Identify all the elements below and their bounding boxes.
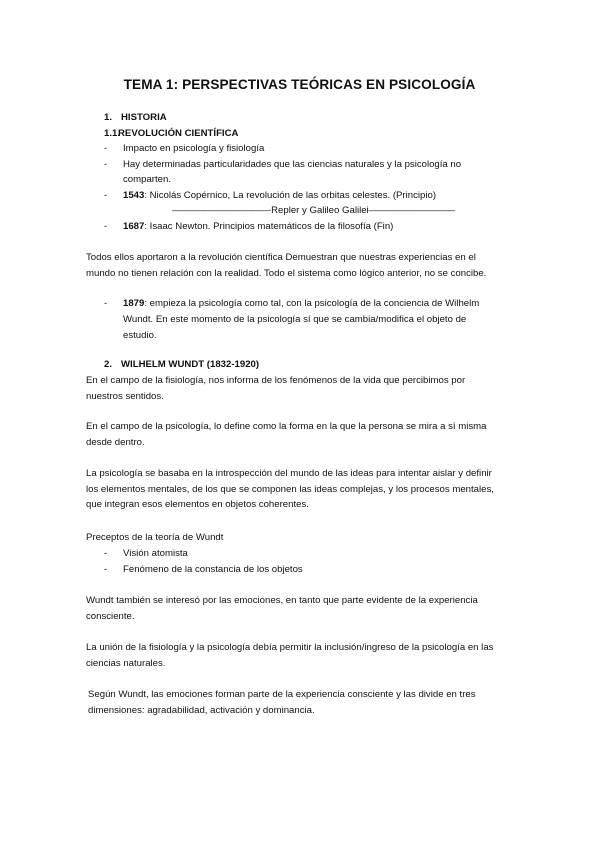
paragraph-line: En el campo de la psicología, lo define como la forma en la que la persona se mira a sí misma bbox=[86, 421, 487, 432]
paragraph bbox=[86, 593, 516, 624]
bullet-text: Visión atomista bbox=[123, 548, 188, 559]
bullet-dash: - bbox=[104, 221, 108, 232]
year-1687: 1687 bbox=[123, 221, 145, 232]
year-1879: 1879 bbox=[123, 298, 145, 309]
section-1-title: HISTORIA bbox=[121, 112, 167, 123]
paragraph-line: En el campo de la fisiología, nos informa de los fenómenos de la vida que percibimos por bbox=[86, 375, 466, 386]
paragraph-line: que integran esos elementos en objetos coherentes. bbox=[86, 499, 309, 510]
bullet-dash: - bbox=[104, 143, 108, 154]
paragraph-line: los elementos mentales, de los que se componen las ideas complejas, y los procesos mentales, bbox=[86, 483, 494, 495]
year-1543: 1543 bbox=[123, 190, 145, 201]
paragraph-line: Todos ellos aportaron a la revolución científica Demuestran que nuestras experiencias en el bbox=[86, 252, 476, 263]
paragraph-line: Según Wundt, las emociones forman parte de la experiencia consciente y las divide en tres bbox=[88, 689, 476, 700]
section-2-number: 2. bbox=[104, 359, 113, 370]
text-1543: : Nicolás Copérnico, La revolución de las orbitas celestes. (Principio) bbox=[144, 190, 437, 201]
bullet-text bbox=[123, 188, 436, 204]
bullet-text-continued: estudio. bbox=[123, 330, 157, 341]
paragraph-line: mundo no tienen relación con la realidad. Todo el sistema como lógico anterior, no se concibe. bbox=[86, 267, 487, 279]
paragraph-line: ciencias naturales. bbox=[86, 657, 166, 669]
paragraph bbox=[86, 640, 516, 671]
paragraph bbox=[86, 250, 516, 281]
section-1-heading bbox=[104, 110, 167, 126]
bullet-dash: - bbox=[104, 190, 108, 201]
paragraph-line: La unión de la fisiología y la psicología debía permitir la inclusión/ingreso de la psicología en las bbox=[86, 642, 494, 653]
bullet-text bbox=[123, 219, 393, 235]
repler-line: ——————————-Repler y Galileo Galilei————————— bbox=[171, 205, 456, 216]
bullet-text: Impacto en psicología y fisiología bbox=[123, 143, 265, 154]
paragraph-line: Wundt también se interesó por las emociones, en tanto que parte evidente de la experiencia bbox=[86, 595, 478, 606]
subsection-1-1-heading bbox=[104, 126, 238, 142]
bullet-dash: - bbox=[104, 159, 108, 170]
section-1-number: 1. bbox=[104, 112, 113, 123]
subsection-1-1-number: 1.1. bbox=[104, 128, 121, 139]
bullet-text-continued: comparten. bbox=[123, 174, 171, 185]
paragraph-line: nuestros sentidos. bbox=[86, 390, 164, 402]
subsection-1-1-title: REVOLUCIÓN CIENTÍFICA bbox=[118, 128, 239, 139]
paragraph bbox=[88, 687, 518, 718]
text-1687: : Isaac Newton. Principios matemáticos de la filosofía (Fin) bbox=[144, 221, 394, 232]
paragraph bbox=[86, 373, 516, 404]
bullet-text: Hay determinadas particularidades que las ciencias naturales y la psicología no bbox=[123, 159, 462, 170]
paragraph bbox=[86, 419, 516, 450]
paragraph-line: desde dentro. bbox=[86, 436, 145, 448]
section-2-title: WILHELM WUNDT (1832-1920) bbox=[121, 359, 260, 370]
bullet-dash: - bbox=[104, 564, 108, 575]
section-2-heading bbox=[104, 357, 259, 373]
bullet-dash: - bbox=[104, 548, 108, 559]
page-title: TEMA 1: PERSPECTIVAS TEÓRICAS EN PSICOLOGÍA bbox=[123, 77, 476, 92]
text-1879: : empieza la psicología como tal, con la psicología de la conciencia de Wilhelm bbox=[144, 298, 480, 309]
bullet-text bbox=[123, 296, 479, 312]
preceptos-label: Preceptos de la teoría de Wundt bbox=[86, 532, 224, 543]
paragraph bbox=[86, 466, 516, 513]
paragraph-line: consciente. bbox=[86, 610, 135, 622]
paragraph-line: dimensiones: agradabilidad, activación y dominancia. bbox=[88, 704, 315, 716]
bullet-text: Fenómeno de la constancia de los objetos bbox=[123, 564, 303, 575]
bullet-dash: - bbox=[104, 298, 108, 309]
bullet-text-continued: Wundt. En este momento de la psicología sí que se cambia/modifica el objeto de bbox=[123, 314, 467, 325]
paragraph-line: La psicología se basaba en la introspección del mundo de las ideas para intentar aislar y definir bbox=[86, 468, 492, 479]
